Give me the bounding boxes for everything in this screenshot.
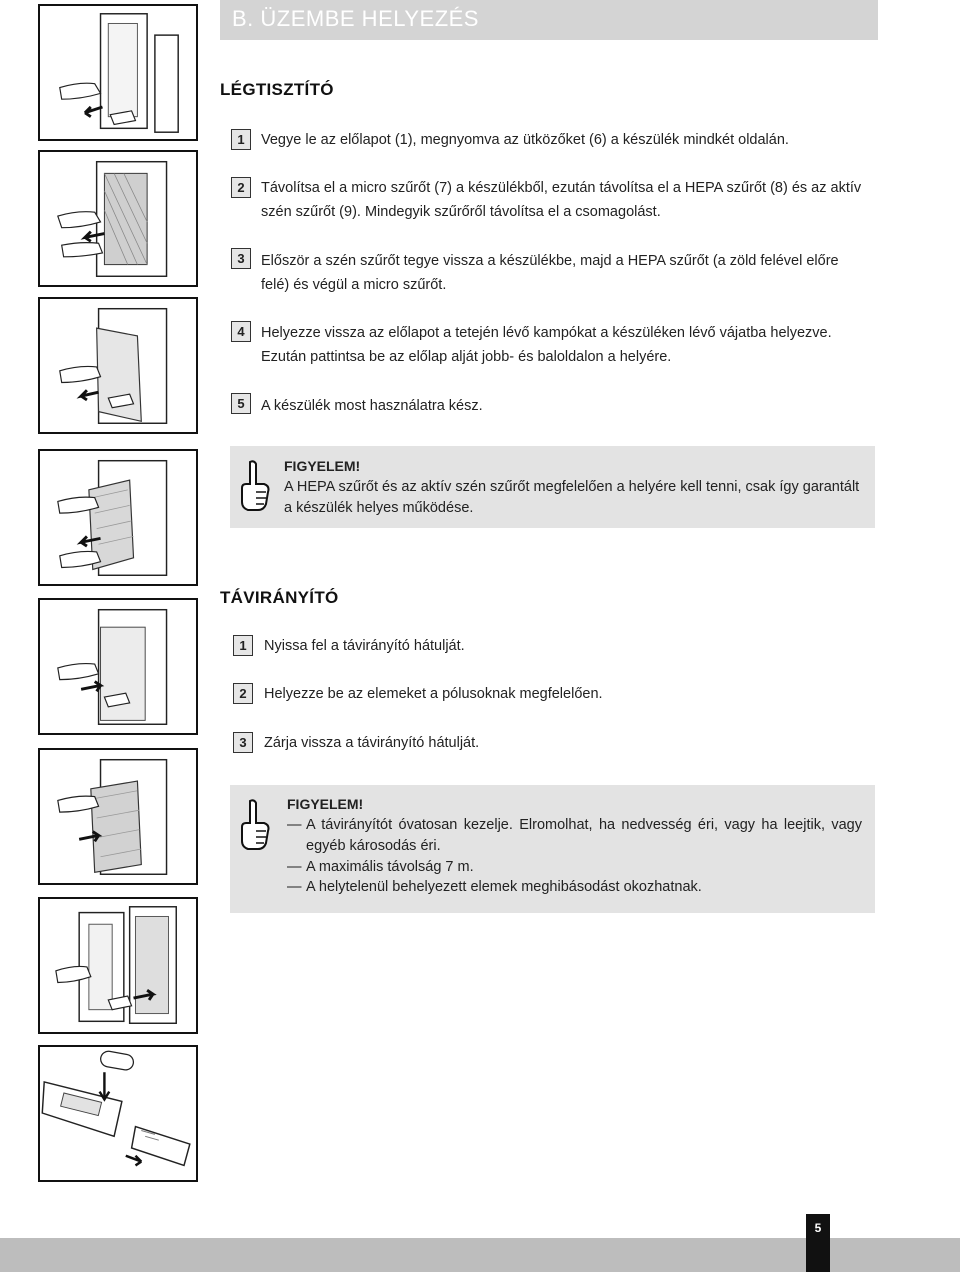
illustration-filter-handling xyxy=(38,598,198,735)
notice-text-line: a készülék helyes működése. xyxy=(284,500,474,516)
notice-dash: — xyxy=(287,859,302,875)
step-text-line: Távolítsa el a micro szűrőt (7) a készülékből, ezután távolítsa el a HEPA szűrőt (8) és az aktív xyxy=(261,180,862,196)
illustration-remote-battery-insertion xyxy=(38,1045,198,1182)
remote-battery-icon xyxy=(40,1047,196,1180)
step-number-badge: 3 xyxy=(233,732,253,753)
filter-handling-icon xyxy=(40,600,196,733)
step-number-badge: 2 xyxy=(233,683,253,704)
step-number-badge: 3 xyxy=(231,248,251,269)
step-number-badge: 4 xyxy=(231,321,251,342)
page-number: 5 xyxy=(806,1214,830,1272)
notice-title: FIGYELEM! xyxy=(284,458,361,474)
hepa-filter-icon xyxy=(40,451,196,584)
step-text-line: felé) és végül a micro szűrőt. xyxy=(261,277,447,293)
step-text-line: Először a szén szűrőt tegye vissza a készülékbe, majd a HEPA szűrőt (a zöld felével előre xyxy=(261,253,839,269)
illustration-front-panel-removal xyxy=(38,4,198,141)
filter-icon xyxy=(40,152,196,285)
notice-item-line: A maximális távolság 7 m. xyxy=(306,859,474,875)
step-number-badge: 2 xyxy=(231,177,251,198)
step-text: A készülék most használatra kész. xyxy=(261,398,483,414)
step-text: Helyezze be az elemeket a pólusoknak megfelelően. xyxy=(264,686,603,702)
step-text: Zárja vissza a távirányító hátulját. xyxy=(264,735,480,751)
pointing-hand-icon xyxy=(236,797,272,851)
warning-notice-box xyxy=(230,785,875,913)
section-title-air-purifier: LÉGTISZTÍTÓ xyxy=(220,80,334,99)
notice-item-line: egyéb károsodás éri. xyxy=(306,838,441,854)
notice-text-line: A HEPA szűrőt és az aktív szén szűrőt megfelelően a helyére kell tenni, csak így garantált xyxy=(284,479,860,495)
step-number-badge: 1 xyxy=(231,129,251,150)
illustration-filter-removal xyxy=(38,150,198,287)
warning-notice-box xyxy=(230,446,875,528)
illustration-front-panel-attach xyxy=(38,897,198,1034)
step-text-line: Ezután pattintsa be az előlap alját jobb- és baloldalon a helyére. xyxy=(261,349,672,365)
notice-item-line: A helytelenül behelyezett elemek meghibásodást okozhatnak. xyxy=(306,879,702,895)
step-text: Nyissa fel a távirányító hátulját. xyxy=(264,638,465,654)
step-text-line: szén szűrőt (9). Mindegyik szűrőről távolítsa el a csomagolást. xyxy=(261,204,661,220)
front-panel-attach-icon xyxy=(40,899,196,1032)
device-panel-icon xyxy=(40,6,196,139)
section-header-bar xyxy=(220,0,878,40)
notice-dash: — xyxy=(287,817,302,833)
step-text: Vegye le az előlapot (1), megnyomva az ütközőket (6) a készülék mindkét oldalán. xyxy=(261,132,789,148)
section-header-title: B. ÜZEMBE HELYEZÉS xyxy=(232,6,479,31)
step-text-line: Helyezze vissza az előlapot a tetején lévő kampókat a készüléken lévő vájatba helyezve. xyxy=(261,325,832,341)
illustration-hepa-filter-removal xyxy=(38,449,198,586)
filter-placement-icon xyxy=(40,750,196,883)
section-title-remote: TÁVIRÁNYÍTÓ xyxy=(220,588,339,607)
illustration-filter-insertion xyxy=(38,297,198,434)
step-number-badge: 5 xyxy=(231,393,251,414)
notice-title: FIGYELEM! xyxy=(287,796,364,812)
notice-dash: — xyxy=(287,879,302,895)
pointing-hand-icon xyxy=(236,458,272,512)
notice-item-line: A távirányítót óvatosan kezelje. Elromolhat, ha nedvesség éri, vagy ha leejtik, vagy xyxy=(306,817,862,833)
filter-insert-icon xyxy=(40,299,196,432)
illustration-filter-placement xyxy=(38,748,198,885)
step-number-badge: 1 xyxy=(233,635,253,656)
